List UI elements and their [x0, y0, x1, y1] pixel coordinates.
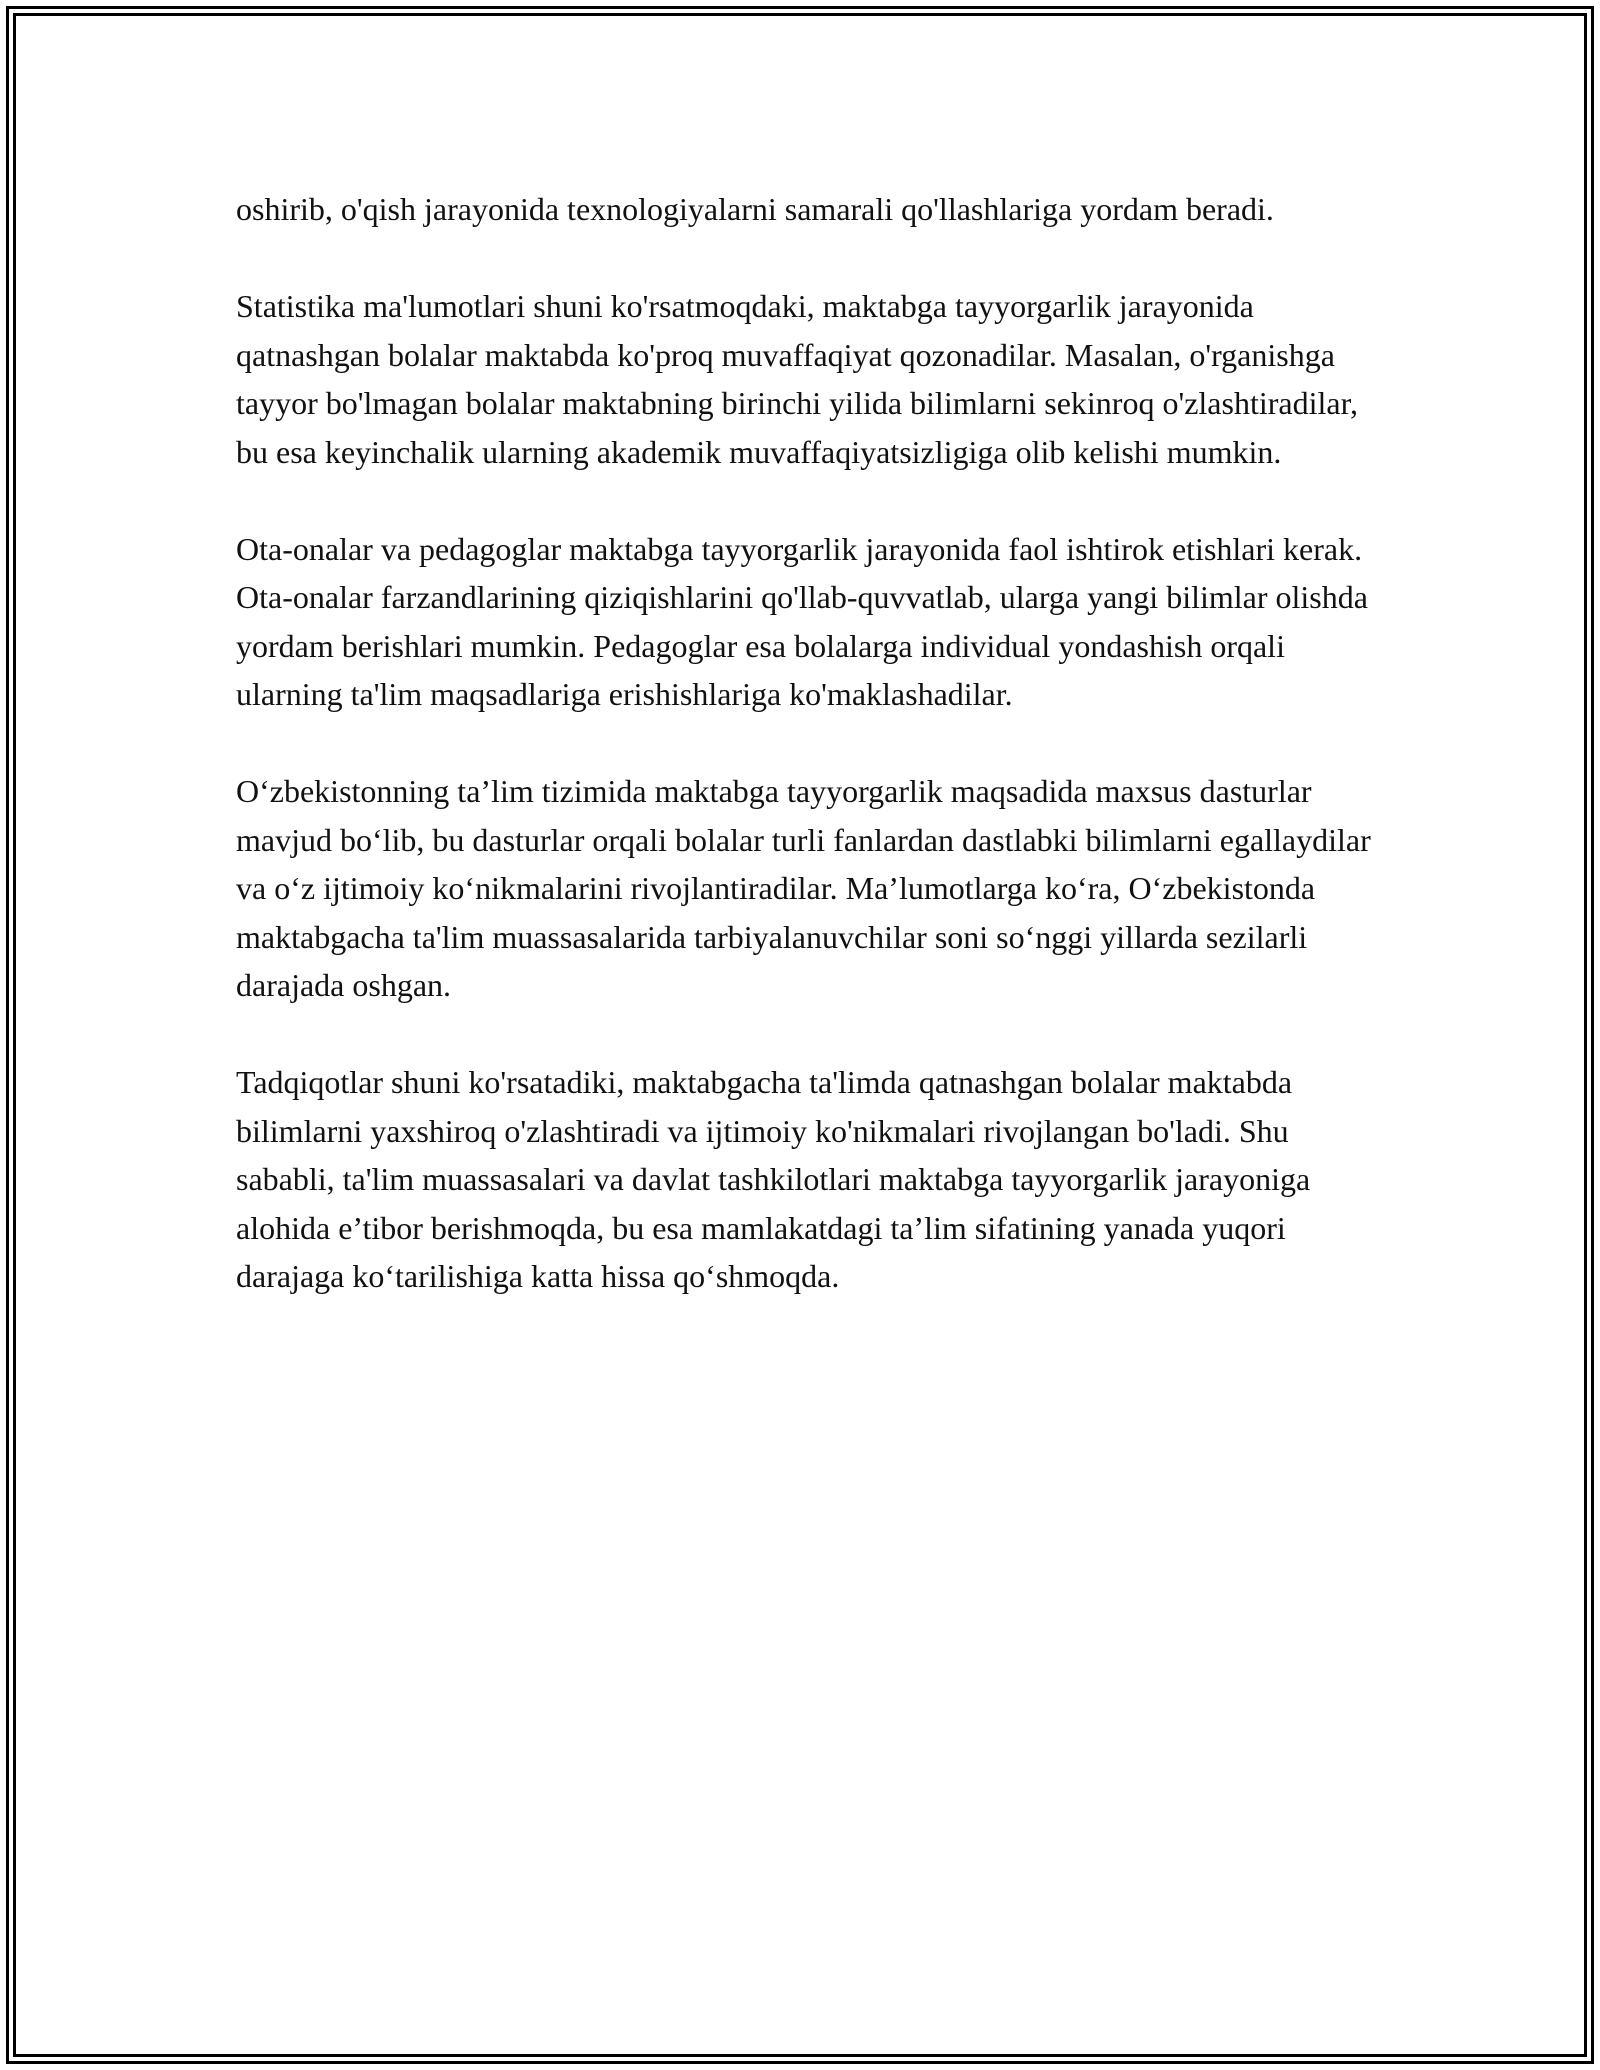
paragraph-5: Tadqiqotlar shuni ko'rsatadiki, maktabgacha ta'limda qatnashgan bolalar maktabda bilimlarni yaxshiroq o'zlashtiradi va ijtimoiy ko'nikmalari rivojlangan bo'ladi. Shu sababli, ta'lim muassasalari va davlat tashkilotlari maktabga tayyorgarlik jarayoniga alohida e’tibor berishmoqda, bu esa mamlakatdagi ta’lim sifatining yanada yuqori darajaga ko‘tarilishiga katta hissa qo‘shmoqda. [236, 1064, 1311, 1294]
paragraph-1: oshirib, o'qish jarayonida texnologiyalarni samarali qo'llashlariga yordam beradi. [236, 191, 1274, 227]
paragraph-4: O‘zbekistonning ta’lim tizimida maktabga tayyorgarlik maqsadida maxsus dasturlar mavjud bo‘lib, bu dasturlar orqali bolalar turli fanlardan dastlabki bilimlarni egallaydilar va o‘z ijtimoiy ko‘nikmalarini rivojlantiradilar. Ma’lumotlarga ko‘ra, O‘zbekistonda maktabgacha ta'lim muassasalarida tarbiyalanuvchilar soni so‘nggi yillarda sezilarli darajada oshgan. [236, 773, 1371, 1003]
document-body [236, 185, 1376, 1349]
paragraph-2: Statistika ma'lumotlari shuni ko'rsatmoqdaki, maktabga tayyorgarlik jarayonida qatnashgan bolalar maktabda ko'proq muvaffaqiyat qozonadilar. Masalan, o'rganishga tayyor bo'lmagan bolalar maktabning birinchi yilida bilimlarni sekinroq o'zlashtiradilar, bu esa keyinchalik ularning akademik muvaffaqiyatsizligiga olib kelishi mumkin. [236, 288, 1358, 470]
paragraph-3: Ota-onalar va pedagoglar maktabga tayyorgarlik jarayonida faol ishtirok etishlari kerak. Ota-onalar farzandlarining qiziqishlarini qo'llab-quvvatlab, ularga yangi bilimlar olishda yordam berishlari mumkin. Pedagoglar esa bolalarga individual yondashish orqali ularning ta'lim maqsadlariga erishishlariga ko'maklashadilar. [236, 530, 1368, 712]
